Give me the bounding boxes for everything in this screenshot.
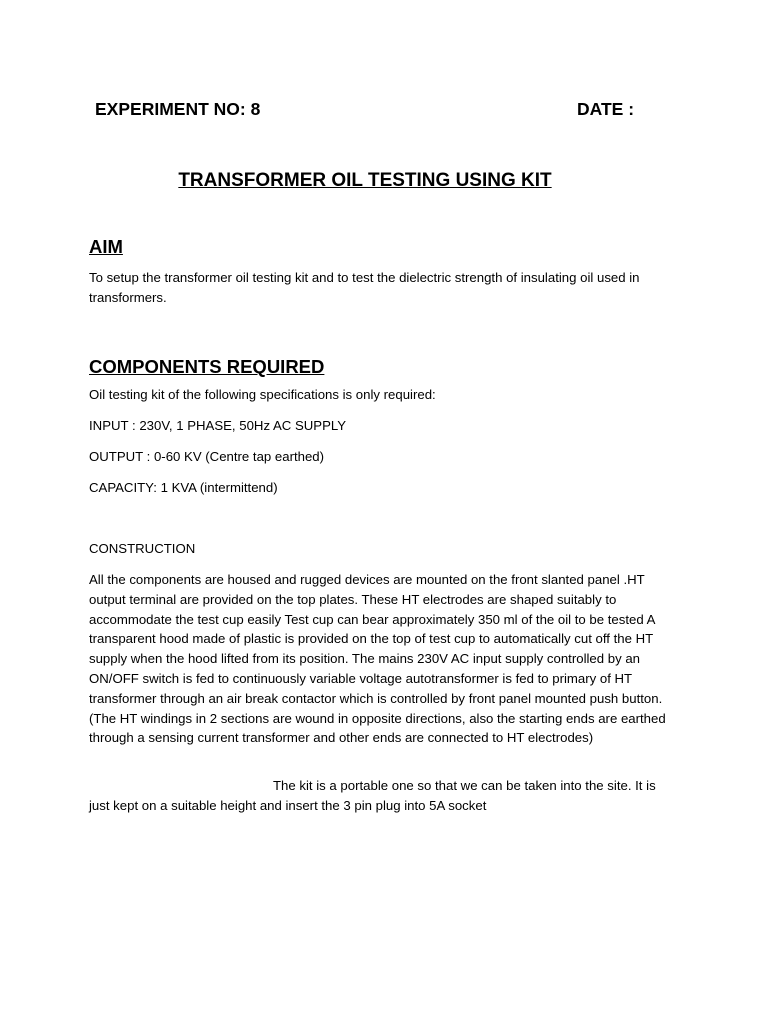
experiment-number: EXPERIMENT NO: 8 bbox=[95, 99, 261, 119]
page-title: TRANSFORMER OIL TESTING USING KIT bbox=[178, 170, 552, 191]
aim-heading: AIM bbox=[89, 236, 123, 257]
date-label: DATE : bbox=[577, 99, 635, 119]
spec-output: OUTPUT : 0-60 KV (Centre tap earthed) bbox=[89, 449, 325, 464]
components-heading: COMPONENTS REQUIRED bbox=[89, 356, 325, 377]
construction-paragraph-2 bbox=[89, 776, 679, 816]
construction-paragraph-1: All the components are housed and rugged devices are mounted on the front slanted panel .HT output terminal are provided on the top plates. These HT electrodes are shaped suitably to accommodate the test cup easily Test cup can bear approximately 350 ml of the oil to be tested A transparent hood made of plastic is provided on the top of test cup to automatically cut off the HT supply when the hood lifted from its position. The mains 230V AC input supply controlled by an ON/OFF switch is fed to continuously variable voltage autotransformer is fed to primary of HT transformer through an air break contactor which is controlled by front panel mounted push button. (The HT windings in 2 sections are wound in opposite directions, also the starting ends are earthed through a sensing current transformer and other ends are connected to HT electrodes) bbox=[89, 572, 666, 746]
construction-heading: CONSTRUCTION bbox=[89, 541, 196, 556]
spec-capacity: CAPACITY: 1 KVA (intermittend) bbox=[89, 480, 278, 495]
spec-input: INPUT : 230V, 1 PHASE, 50Hz AC SUPPLY bbox=[89, 418, 347, 433]
construction-paragraph-2-text: The kit is a portable one so that we can be taken into the site. It is just kept on a suitable height and insert the 3 pin plug into 5A socket bbox=[89, 778, 656, 813]
components-intro: Oil testing kit of the following specifications is only required: bbox=[89, 387, 436, 402]
aim-text: To setup the transformer oil testing kit and to test the dielectric strength of insulating oil used in transformers. bbox=[89, 270, 640, 305]
